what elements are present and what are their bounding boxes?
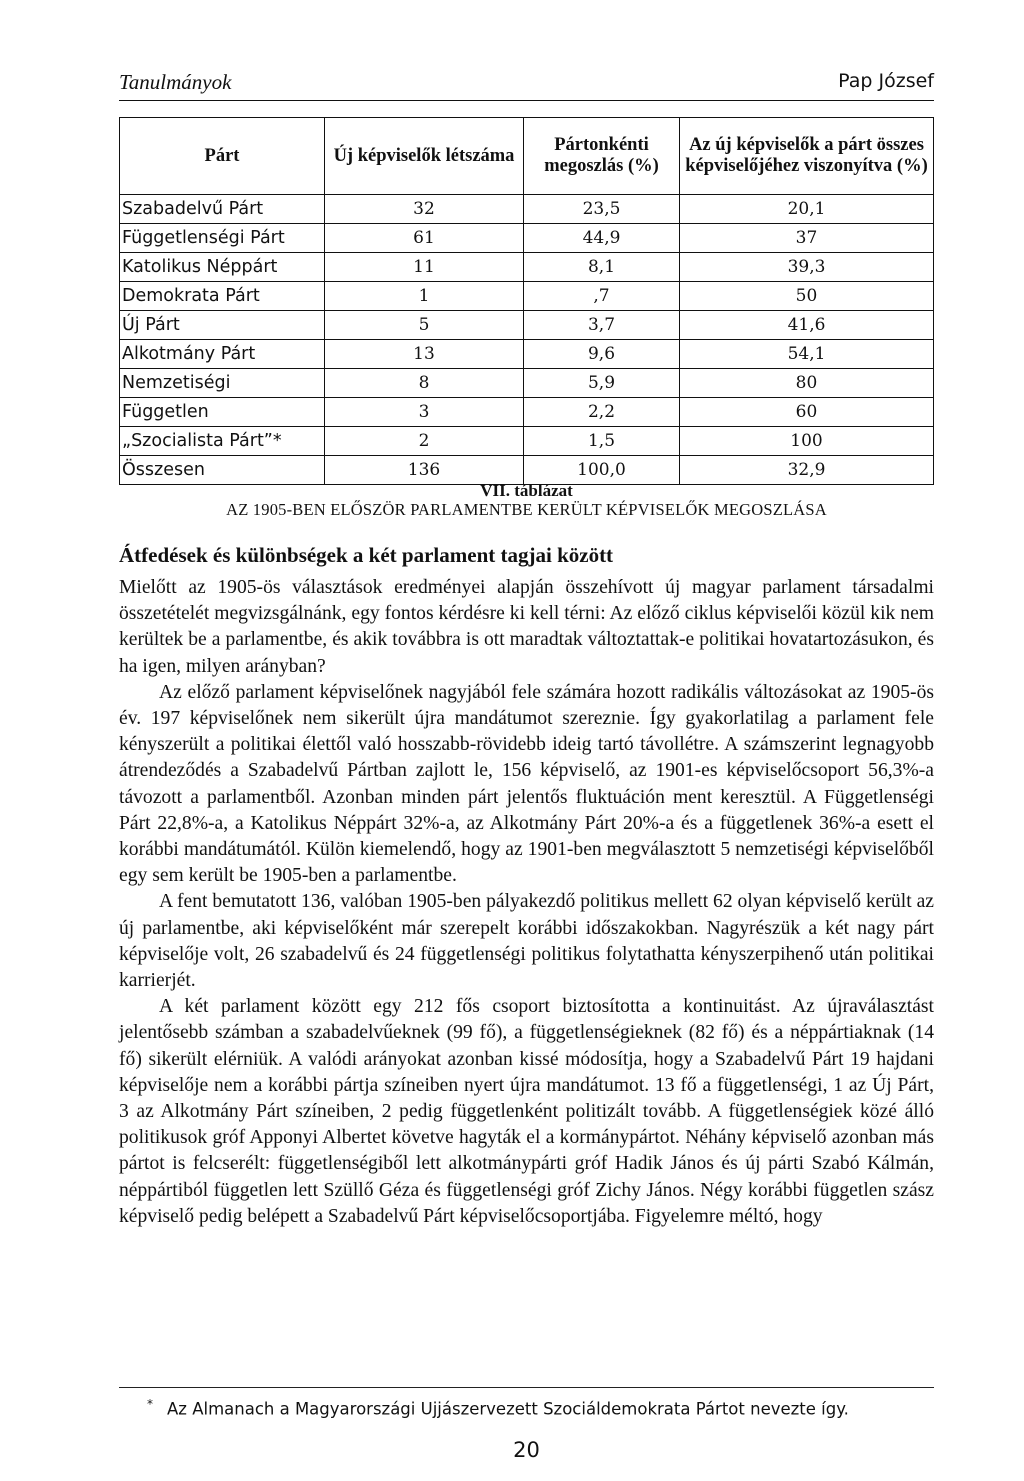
- paragraph: Az előző parlament képviselőnek nagyjából fele számára hozott radikális változásokat az 1905-ös év. 197 képviselőnek nem sikerült újra mandátumot szereznie. Így gyakorlatilag a parlament fele kényszerült a politikai élettől való hosszabb-rövidebb ideig tartó távollétre. A számszerint legnagyobb átrendeződés a Szabadelvű Pártban zajlott le, 156 képviselő, az 1901-es képviselőcsoport 56,3%-a távozott a parlamentből. Azonban minden párt jelentős fluktuáción ment keresztül. A Függetlenségi Párt 22,8%-a, a Katolikus Néppárt 32%-a, az Alkotmány Párt 20%-a és a függetlenek 36%-a esett el korábbi mandátumától. Külön kiemelendő, hogy az 1901-ben megválasztott 5 nemzetiségi képviselőből egy sem került be 1905-ben a parlamentbe.: [119, 681, 934, 887]
- cell-count: 11: [325, 253, 524, 282]
- cell-ratio: 41,6: [680, 311, 934, 340]
- cell-share: 1,5: [524, 427, 680, 456]
- cell-party: Nemzetiségi: [120, 369, 325, 398]
- running-header-section: Tanulmányok: [119, 70, 232, 94]
- cell-count: 2: [325, 427, 524, 456]
- cell-ratio: 32,9: [680, 456, 934, 485]
- table-row: [120, 282, 934, 311]
- cell-share: 100,0: [524, 456, 680, 485]
- cell-ratio: 100: [680, 427, 934, 456]
- cell-share: ,7: [524, 282, 680, 311]
- cell-party: Összesen: [120, 456, 325, 485]
- table-row: [120, 427, 934, 456]
- cell-count: 8: [325, 369, 524, 398]
- footnote-mark: *: [147, 1397, 153, 1411]
- cell-ratio: 20,1: [680, 195, 934, 224]
- table-row: [120, 340, 934, 369]
- table-row: [120, 311, 934, 340]
- running-header-author: Pap József: [838, 70, 934, 92]
- cell-count: 3: [325, 398, 524, 427]
- paragraph: A két parlament között egy 212 fős csoport biztosította a kontinuitást. Az újraválasztást jelentősebb számban a szabadelvűeknek (99 fő), a függetlenségieknek (82 fő) és a néppártiaknak (14 fő) sikerült elérniük. A valódi arányokat azonban kissé módosítja, hogy a Szabadelvű Párt 19 hajdani képviselője nem a korábbi pártja színeiben nyert újra mandátumot. 13 fő a függetlenségi, 1 az Új Párt, 3 az Alkotmány Párt színeiben, 2 pedig függetlenként politizált tovább. A függetlenségiek közé álló politikusok gróf Apponyi Albertet követve hagyták el a kormánypártot. Néhány képviselő azonban más pártot is felcserélt: függetlenségiből lett alkotmánypárti gróf Hadik János és új párti Szabó Kálmán, néppártiból független lett Szüllő Géza és függetlenségi gróf Zichy János. Négy korábbi független szász képviselő pedig belépett a Szabadelvű Párt képviselőcsoportjába. Figyelemre méltó, hogy: [119, 996, 934, 1227]
- party-table: [119, 117, 934, 485]
- cell-count: 13: [325, 340, 524, 369]
- cell-party: Új Párt: [120, 311, 325, 340]
- table-row: [120, 195, 934, 224]
- cell-party: Független: [120, 398, 325, 427]
- footnote-rule: [119, 1387, 934, 1388]
- table-row: [120, 224, 934, 253]
- footnote-text: Az Almanach a Magyarországi Ujjászervezett Szociáldemokrata Pártot nevezte így.: [167, 1399, 849, 1419]
- cell-share: 9,6: [524, 340, 680, 369]
- cell-party: Alkotmány Párt: [120, 340, 325, 369]
- paragraph: A fent bemutatott 136, valóban 1905-ben pályakezdő politikus mellett 62 olyan képviselő került az új parlamentbe, aki képviselőként már szerepelt korábbi időszakokban. Nagyrészük a két nagy párt képviselője volt, 26 szabadelvű és 24 függetlenségi politikus folytathatta kényszerpihenő után politikai karrierjét.: [119, 891, 934, 992]
- cell-ratio: 80: [680, 369, 934, 398]
- cell-share: 44,9: [524, 224, 680, 253]
- cell-count: 32: [325, 195, 524, 224]
- column-header-ratio: Az új képviselők a párt összes képviselőjéhez viszonyítva (%): [680, 118, 934, 195]
- table-row: [120, 398, 934, 427]
- section-heading: Átfedések és különbségek a két parlament tagjai között: [119, 543, 614, 567]
- footnote: [119, 1397, 849, 1419]
- cell-ratio: 39,3: [680, 253, 934, 282]
- cell-party: Katolikus Néppárt: [120, 253, 325, 282]
- table-header-row: [120, 118, 934, 195]
- cell-count: 61: [325, 224, 524, 253]
- column-header-party: Párt: [120, 118, 325, 195]
- cell-party: „Szocialista Párt”*: [120, 427, 325, 456]
- table-row: [120, 369, 934, 398]
- cell-party: Szabadelvű Párt: [120, 195, 325, 224]
- cell-share: 2,2: [524, 398, 680, 427]
- cell-ratio: 60: [680, 398, 934, 427]
- table-row: [120, 253, 934, 282]
- header-rule: [119, 100, 934, 101]
- cell-count: 5: [325, 311, 524, 340]
- cell-share: 8,1: [524, 253, 680, 282]
- cell-count: 1: [325, 282, 524, 311]
- table-caption-title: AZ 1905-BEN ELŐSZÖR PARLAMENTBE KERÜLT KÉPVISELŐK MEGOSZLÁSA: [226, 500, 827, 519]
- cell-party: Demokrata Párt: [120, 282, 325, 311]
- cell-ratio: 54,1: [680, 340, 934, 369]
- cell-ratio: 50: [680, 282, 934, 311]
- cell-count: 136: [325, 456, 524, 485]
- column-header-share: Pártonkénti megoszlás (%): [524, 118, 680, 195]
- column-header-new-count: Új képviselők létszáma: [325, 118, 524, 195]
- body-text: [119, 575, 934, 1230]
- cell-share: 3,7: [524, 311, 680, 340]
- cell-ratio: 37: [680, 224, 934, 253]
- table-caption-number: VII. táblázat: [480, 481, 573, 500]
- page-number: 20: [513, 1438, 540, 1462]
- paragraph: Mielőtt az 1905-ös választások eredményei alapján összehívott új magyar parlament társadalmi összetételét megvizsgálnánk, egy fontos kérdésre ki kell térni: Az előző ciklus képviselői közül kik nem kerültek be a parlamentbe, és akik továbbra is ott maradtak változtattak-e politikai hovatartozásukon, és ha igen, milyen arányban?: [119, 577, 934, 677]
- cell-share: 23,5: [524, 195, 680, 224]
- cell-party: Függetlenségi Párt: [120, 224, 325, 253]
- cell-share: 5,9: [524, 369, 680, 398]
